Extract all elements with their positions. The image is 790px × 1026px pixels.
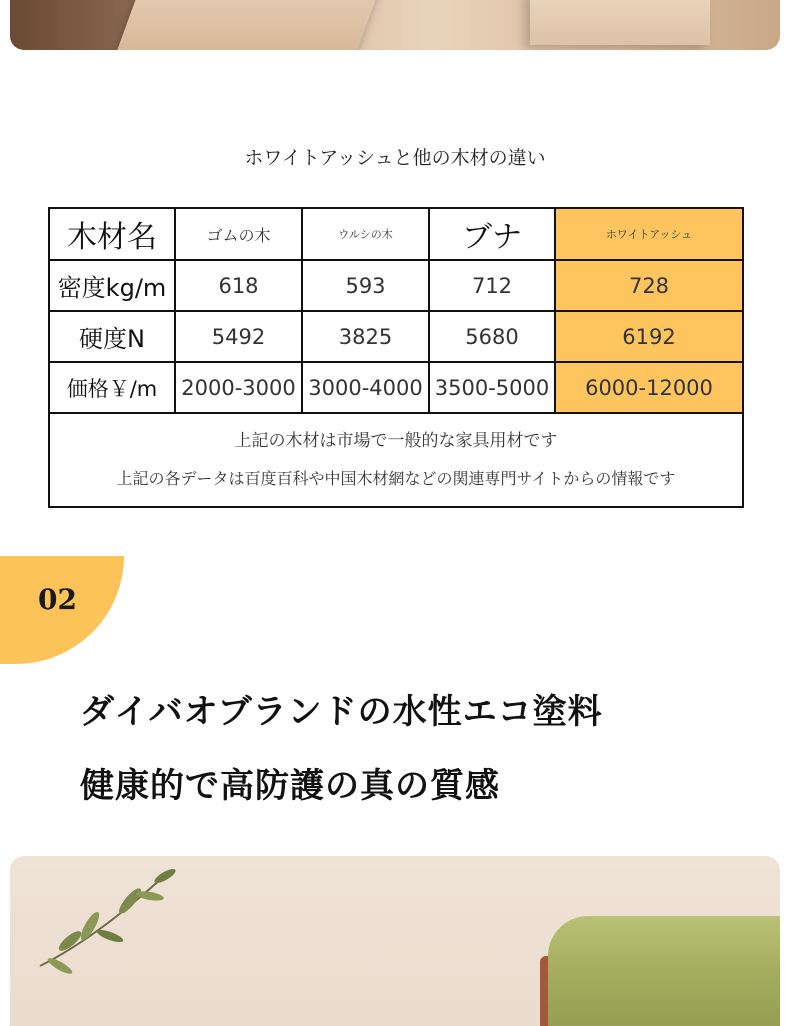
note-line: 上記の各データは百度百科や中国木材網などの関連専門サイトからの情報です: [116, 469, 676, 488]
subheadline: 健康的で高防護の真の質感: [80, 766, 500, 806]
header-cell: ゴムの木: [175, 208, 302, 260]
table-cell: 593: [302, 260, 429, 311]
table-notes: [49, 413, 743, 507]
table-row: [49, 260, 743, 311]
wood-comparison-table: [48, 207, 744, 508]
table-cell-highlight: 6192: [555, 311, 743, 362]
table-cell-highlight: 6000-12000: [555, 362, 743, 413]
section-number: 02: [38, 583, 77, 616]
row-label: 価格￥/m: [49, 362, 175, 413]
table-cell-highlight: 728: [555, 260, 743, 311]
table-cell: 5492: [175, 311, 302, 362]
table-cell: 5680: [429, 311, 555, 362]
table-cell: 3825: [302, 311, 429, 362]
table-notes-row: [49, 413, 743, 507]
wood-block: [117, 0, 382, 50]
row-label: 硬度N: [49, 311, 175, 362]
table-header-row: [49, 208, 743, 260]
plant-branch-icon: [30, 856, 230, 1026]
header-cell: ウルシの木: [302, 208, 429, 260]
sofa-cushion: [548, 916, 780, 1026]
note-line: 上記の木材は市場で一般的な家具用材です: [234, 431, 558, 451]
header-cell-highlight: ホワイトアッシュ: [555, 208, 743, 260]
table-cell: 3500-5000: [429, 362, 555, 413]
wood-block: [530, 0, 710, 45]
bottom-product-photo: [10, 856, 780, 1026]
table-cell: 2000-3000: [175, 362, 302, 413]
table-row: [49, 311, 743, 362]
header-cell: 木材名: [49, 208, 175, 260]
table-cell: 618: [175, 260, 302, 311]
table-cell: 712: [429, 260, 555, 311]
row-label: 密度kg/m: [49, 260, 175, 311]
headline: ダイバオブランドの水性エコ塗料: [80, 692, 603, 732]
header-cell: ブナ: [429, 208, 555, 260]
table-title: ホワイトアッシュと他の木材の違い: [244, 147, 546, 169]
table-cell: 3000-4000: [302, 362, 429, 413]
table-row: [49, 362, 743, 413]
top-product-photo: [10, 0, 780, 50]
